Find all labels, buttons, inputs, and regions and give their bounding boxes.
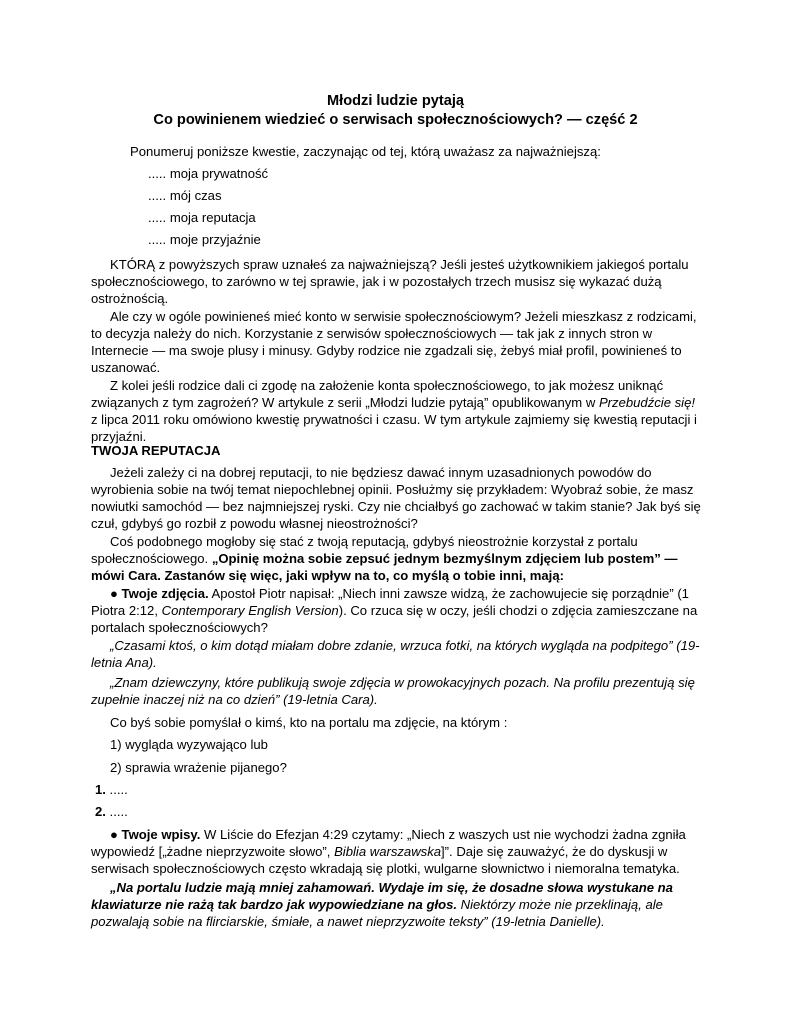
answer-line-2: 2. .....: [95, 804, 128, 819]
quote-cara: „Znam dziewczyny, które publikują swoje zdjęcia w prowokacyjnych pozach. Na profilu prezentują się zupełnie inaczej niż na co dzień” (19-letnia Cara).: [91, 675, 695, 707]
section-heading: TWOJA REPUTACJA: [91, 443, 221, 458]
paragraph-1: KTÓRĄ z powyższych spraw uznałeś za najważniejszą? Jeśli jesteś użytkownikiem jakiegoś portalu społecznościowego, to zarówno w tej sprawie, jak i w pozostałych trzech musisz się wykazać dużą ostrożnością.: [91, 257, 689, 306]
ranking-item: ..... moja reputacja: [148, 210, 256, 225]
page-title: Młodzi ludzie pytają: [326, 93, 465, 109]
answer-option-2: 2) sprawia wrażenie pijanego?: [110, 760, 287, 775]
ranking-item: ..... mój czas: [148, 188, 222, 203]
ranking-item: ..... moja prywatność: [148, 166, 269, 181]
intro-instruction: Ponumeruj poniższe kwestie, zaczynając od tej, którą uważasz za najważniejszą:: [130, 144, 601, 159]
paragraph-3: Z kolei jeśli rodzice dali ci zgodę na założenie konta społecznościowego, to jak możesz uniknąć związanych z tym zagrożeń? W artykule z serii „Młodzi ludzie pytają” opublikowanym w Przebudźcie się! z lipca 2011 roku omówiono kwestię prywatności i czasu. W tym artykule zajmiemy się kwestią reputacji i przyjaźni.: [91, 378, 697, 444]
answer-option-1: 1) wygląda wyzywająco lub: [110, 737, 268, 752]
paragraph-5: Coś podobnego mogłoby się stać z twoją reputacją, gdybyś nieostrożnie korzystał z portalu społecznościowego. „Opinię można sobie zepsuć jednym bezmyślnym zdjęciem lub postem” — mówi Cara. Zastanów się więc, jaki wpływ na to, co myślą o tobie inni, mają:: [91, 534, 678, 583]
answer-line-1: 1. .....: [95, 782, 128, 797]
question-text: Co byś sobie pomyślał o kimś, kto na portalu ma zdjęcie, na którym :: [110, 715, 508, 730]
quote-danielle: „Na portalu ludzie mają mniej zahamowań. Wydaje im się, że dosadne słowa wystukane na klawiaturze nie rażą tak bardzo jak wypowiedziane na głos. Niektórzy może nie przeklinają, ale pozwalają sobie na flirciarskie, śmiałe, a nawet nieprzyzwoite teksty” (19-letnia Danielle).: [91, 880, 673, 929]
paragraph-2: Ale czy w ogóle powinieneś mieć konto w serwisie społecznościowym? Jeżeli mieszkasz z rodzicami, to decyzja należy do nich. Korzystanie z serwisów społecznościowych — tak jak z innych stron w Internecie — ma swoje plusy i minusy. Gdyby rodzice nie zgadzali się, żebyś miał profil, powinieneś to uszanować.: [91, 309, 697, 375]
quote-ana: „Czasami ktoś, o kim dotąd miałam dobre zdanie, wrzuca fotki, na których wygląda na podpitego” (19-letnia Ana).: [91, 638, 700, 670]
ranking-item: ..... moje przyjaźnie: [148, 232, 261, 247]
paragraph-photos: ● Twoje zdjęcia. Apostoł Piotr napisał: „Niech inni zawsze widzą, że zachowujecie się porządnie” (1 Piotra 2:12, Contemporary English Version). Co rzuca się w oczy, jeśli chodzi o zdjęcia zamieszczane na portalach społecznościowych?: [91, 586, 698, 635]
page-subtitle: Co powinienem wiedzieć o serwisach społecznościowych? — część 2: [153, 112, 638, 128]
paragraph-posts: ● Twoje wpisy. W Liście do Efezjan 4:29 czytamy: „Niech z waszych ust nie wychodzi żadna zgniła wypowiedź [„żadne nieprzyzwoite słowo”, Biblia warszawska]”. Daje się zauważyć, że do dyskusji w serwisach społecznościowych często wkradają się plotki, wulgarne słownictwo i niemoralna tematyka.: [91, 827, 686, 876]
paragraph-4: Jeżeli zależy ci na dobrej reputacji, to nie będziesz dawać innym uzasadnionych powodów do wyrobienia sobie na twój temat niepochlebnej opinii. Posłużmy się przykładem: Wyobraź sobie, że masz nowiutki samochód — bez najmniejszej ryski. Czy nie chciałbyś go zachować w takim stanie? Jak byś się czuł, gdybyś go rozbił z powodu własnej nieostrożności?: [91, 465, 701, 531]
